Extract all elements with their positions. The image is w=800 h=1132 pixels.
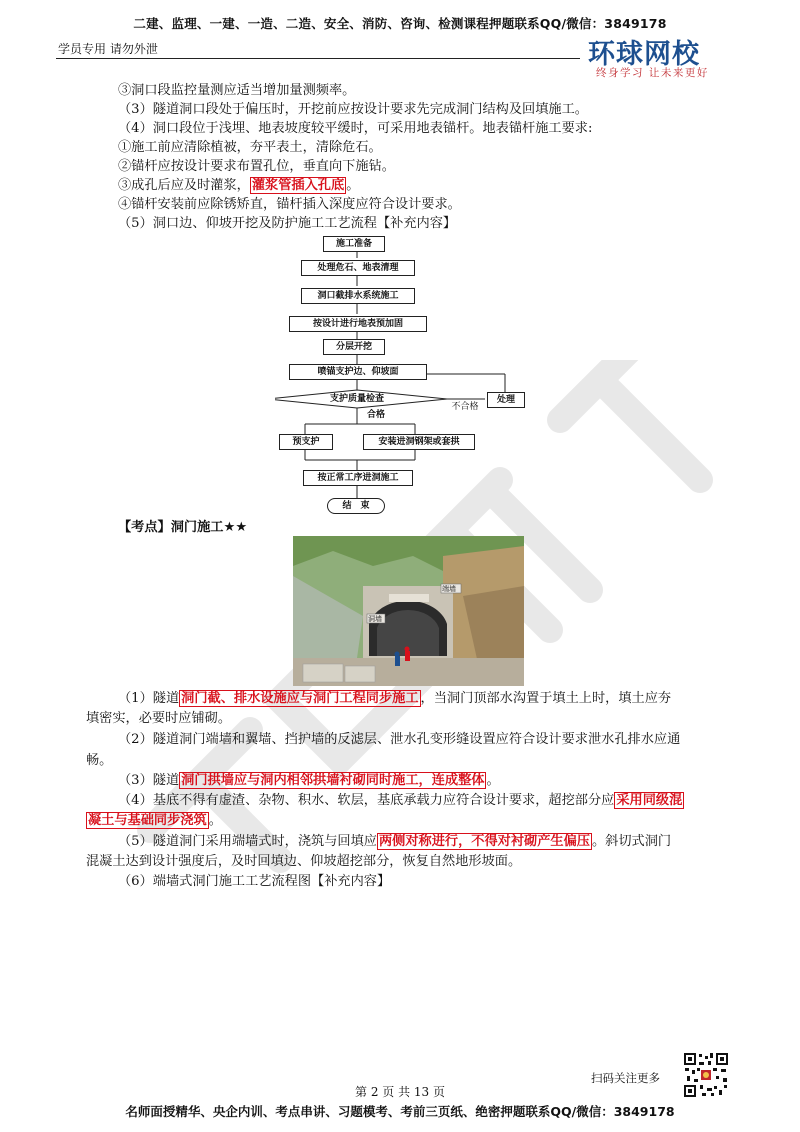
text-line: （3）隧道洞口段处于偏压时，开挖前应按设计要求先完成洞门结构及回填施工。 bbox=[118, 102, 588, 117]
brand-tagline: 终身学习 让未来更好 bbox=[596, 67, 709, 79]
text-line: ③洞口段监控量测应适当增加量测频率。 bbox=[118, 83, 356, 98]
text-line bbox=[118, 833, 671, 851]
flow-node: 喷锚支护边、仰坡面 bbox=[289, 364, 427, 380]
header-banner: 二建、监理、一建、一造、二造、安全、消防、咨询、检测课程押题联系QQ/微信：3849178 bbox=[133, 16, 667, 31]
flowchart bbox=[275, 234, 545, 516]
tunnel-portal-photo bbox=[293, 536, 524, 686]
brand-logo-text: 环球网校 bbox=[588, 39, 700, 70]
header-divider bbox=[56, 58, 580, 59]
text-line: （6）端墙式洞门施工工艺流程图【补充内容】 bbox=[118, 874, 391, 889]
scan-note: 扫码关注更多 bbox=[591, 1071, 660, 1085]
text-run: 。 bbox=[346, 178, 360, 193]
text-line bbox=[86, 812, 222, 830]
brand-logo bbox=[588, 32, 738, 82]
flow-node: 预支护 bbox=[279, 434, 333, 450]
text-line: （2）隧道洞门端墙和翼墙、挡护墙的反滤层、泄水孔变形缝设置应符合设计要求泄水孔排水应通 bbox=[118, 732, 681, 747]
highlight-box: 洞门截、排水设施应与洞门工程同步施工 bbox=[181, 691, 419, 706]
flow-edge-label: 不合格 bbox=[451, 402, 479, 412]
text-line: 畅。 bbox=[86, 753, 113, 768]
text-line: ④锚杆安装前应除锈矫直，锚杆插入深度应符合设计要求。 bbox=[118, 197, 461, 212]
text-line bbox=[118, 690, 671, 708]
photo-label: 洞墙 bbox=[368, 615, 382, 623]
flow-node: 安装进洞钢架或套拱 bbox=[363, 434, 475, 450]
text-run: （1）隧道 bbox=[118, 691, 180, 706]
section-title: 【考点】洞门施工★★ bbox=[118, 520, 248, 535]
text-line bbox=[118, 772, 500, 790]
text-run: （4）基底不得有虚渣、杂物、积水、软层，基底承载力应符合设计要求，超挖部分应 bbox=[118, 793, 615, 808]
flow-node: 处理 bbox=[487, 392, 525, 408]
header-note: 学员专用 请勿外泄 bbox=[58, 42, 158, 56]
text-line: （4）洞口段位于浅埋、地表坡度较平缓时，可采用地表锚杆。地表锚杆施工要求: bbox=[118, 121, 593, 136]
highlight-box: 凝土与基础同步浇筑 bbox=[88, 813, 207, 828]
photo-label: 端墙 bbox=[442, 585, 456, 593]
flow-edge-label: 合格 bbox=[366, 410, 385, 420]
flow-node: 洞口截排水系统施工 bbox=[301, 288, 415, 304]
text-run: 。斜切式洞门 bbox=[591, 834, 672, 849]
flow-node: 分层开挖 bbox=[323, 339, 385, 355]
text-run: （5）隧道洞门采用端墙式时，浇筑与回填应 bbox=[118, 834, 377, 849]
text-line: 混凝土达到设计强度后，及时回填边、仰坡超挖部分，恢复自然地形坡面。 bbox=[86, 854, 522, 869]
page-number: 第 2 页 共 13 页 bbox=[355, 1085, 445, 1099]
text-run: （3）隧道 bbox=[118, 773, 180, 788]
text-line: （5）洞口边、仰坡开挖及防护施工工艺流程【补充内容】 bbox=[118, 216, 457, 231]
flow-node-start: 施工准备 bbox=[323, 236, 385, 252]
highlight-box: 采用同级混 bbox=[616, 793, 683, 808]
text-line bbox=[118, 792, 684, 810]
footer-banner: 名师面授精华、央企内训、考点串讲、习题模考、考前三页纸、绝密押题联系QQ/微信：3849178 bbox=[125, 1104, 675, 1119]
text-run: 。 bbox=[208, 813, 222, 828]
flow-node: 按正常工序进洞施工 bbox=[303, 470, 413, 486]
text-line bbox=[118, 177, 359, 195]
highlight-box: 两侧对称进行，不得对衬砌产生偏压 bbox=[378, 834, 590, 849]
text-run: 。 bbox=[486, 773, 500, 788]
text-run: ③成孔后应及时灌浆， bbox=[118, 178, 250, 193]
flow-node: 按设计进行地表预加固 bbox=[289, 316, 427, 332]
flow-node: 处理危石、地表清理 bbox=[301, 260, 415, 276]
flow-node-end: 结 束 bbox=[327, 498, 385, 514]
text-line: ①施工前应清除植被，夯平表土，清除危石。 bbox=[118, 140, 382, 155]
text-run: ，当洞门顶部水沟置于填土上时，填土应夯 bbox=[420, 691, 672, 706]
highlight-box: 灌浆管插入孔底 bbox=[251, 178, 345, 193]
highlight-box: 洞门拱墙应与洞内相邻拱墙衬砌同时施工，连成整体 bbox=[181, 773, 485, 788]
text-line: ②锚杆应按设计要求布置孔位，垂直向下施钻。 bbox=[118, 159, 395, 174]
flow-decision-label: 支护质量检查 bbox=[329, 394, 384, 404]
text-line: 填密实，必要时应铺砌。 bbox=[86, 711, 232, 726]
